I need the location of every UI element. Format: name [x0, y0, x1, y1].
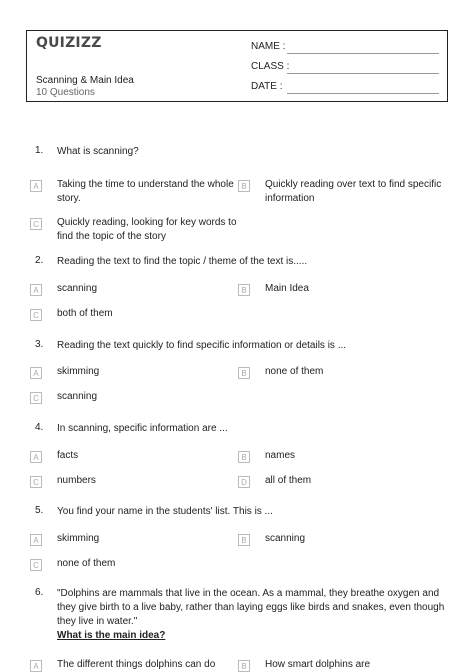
option-letter-box: C: [30, 392, 42, 404]
option-letter-box: C: [30, 218, 42, 230]
question-text: You find your name in the students' list. This is ...: [57, 506, 273, 517]
worksheet-header: [26, 30, 448, 102]
option-text: both of them: [57, 308, 113, 319]
option-text: Quickly reading over text to find specific information: [265, 179, 442, 204]
worksheet-subtitle: 10 Questions: [36, 87, 95, 98]
worksheet-title: Scanning & Main Idea: [36, 75, 134, 86]
option-text: skimming: [57, 366, 100, 377]
option-text: scanning: [265, 533, 306, 544]
question-text: Reading the text to find the topic / theme of the text is.....: [57, 256, 308, 267]
question-number: 2.: [35, 255, 44, 266]
class-label: CLASS :: [251, 61, 290, 72]
name-label: NAME :: [251, 41, 286, 52]
option-letter-box: C: [30, 559, 42, 571]
question-number: 5.: [35, 505, 44, 516]
option-text: facts: [57, 450, 79, 461]
quizizz-logo: QUIZIZZ: [36, 35, 102, 51]
option-text: names: [265, 450, 296, 461]
option-letter-box: B: [238, 180, 250, 192]
option-letter-box: A: [30, 534, 42, 546]
option-text: Taking the time to understand the whole story.: [57, 179, 234, 204]
question-number: 1.: [35, 145, 44, 156]
question-number: 4.: [35, 422, 44, 433]
option-text: Main Idea: [265, 283, 309, 294]
option-letter-box: C: [30, 476, 42, 488]
name-field[interactable]: [251, 41, 285, 52]
class-field[interactable]: [251, 61, 289, 72]
date-field[interactable]: [251, 81, 282, 92]
option-letter-box: A: [30, 367, 42, 379]
question-prompt: What is the main idea?: [57, 630, 166, 641]
option-text: scanning: [57, 283, 98, 294]
option-text: scanning: [57, 391, 98, 402]
option-text: skimming: [57, 533, 100, 544]
option-letter-box: B: [238, 451, 250, 463]
option-text: none of them: [57, 558, 116, 569]
question-text: In scanning, specific information are ...: [57, 423, 228, 434]
option-letter-box: B: [238, 367, 250, 379]
name-line: [287, 53, 439, 54]
option-letter-box: A: [30, 451, 42, 463]
date-line: [287, 93, 439, 94]
option-letter-box: A: [30, 284, 42, 296]
question-passage: "Dolphins are mammals that live in the ocean. As a mammal, they breathe oxygen and they give birth to a live baby, rather than laying eggs like birds and snakes, even though they live in water.": [57, 588, 445, 627]
option-letter-box: D: [238, 476, 250, 488]
option-text: numbers: [57, 475, 96, 486]
question-text: [57, 587, 447, 643]
option-text: Quickly reading, looking for key words to find the topic of the story: [57, 217, 237, 242]
question-text: Reading the text quickly to find specific information or details is ...: [57, 340, 347, 351]
option-text: The different things dolphins can do: [57, 659, 216, 670]
option-letter-box: B: [238, 284, 250, 296]
option-letter-box: A: [30, 660, 42, 672]
question-number: 6.: [35, 587, 44, 598]
question-number: 3.: [35, 339, 44, 350]
option-letter-box: A: [30, 180, 42, 192]
option-letter-box: C: [30, 309, 42, 321]
option-letter-box: B: [238, 534, 250, 546]
question-text: What is scanning?: [57, 146, 139, 157]
option-letter-box: B: [238, 660, 250, 672]
option-text: none of them: [265, 366, 324, 377]
date-label: DATE :: [251, 81, 283, 92]
option-text: all of them: [265, 475, 312, 486]
class-line: [287, 73, 439, 74]
option-text: How smart dolphins are: [265, 659, 371, 670]
